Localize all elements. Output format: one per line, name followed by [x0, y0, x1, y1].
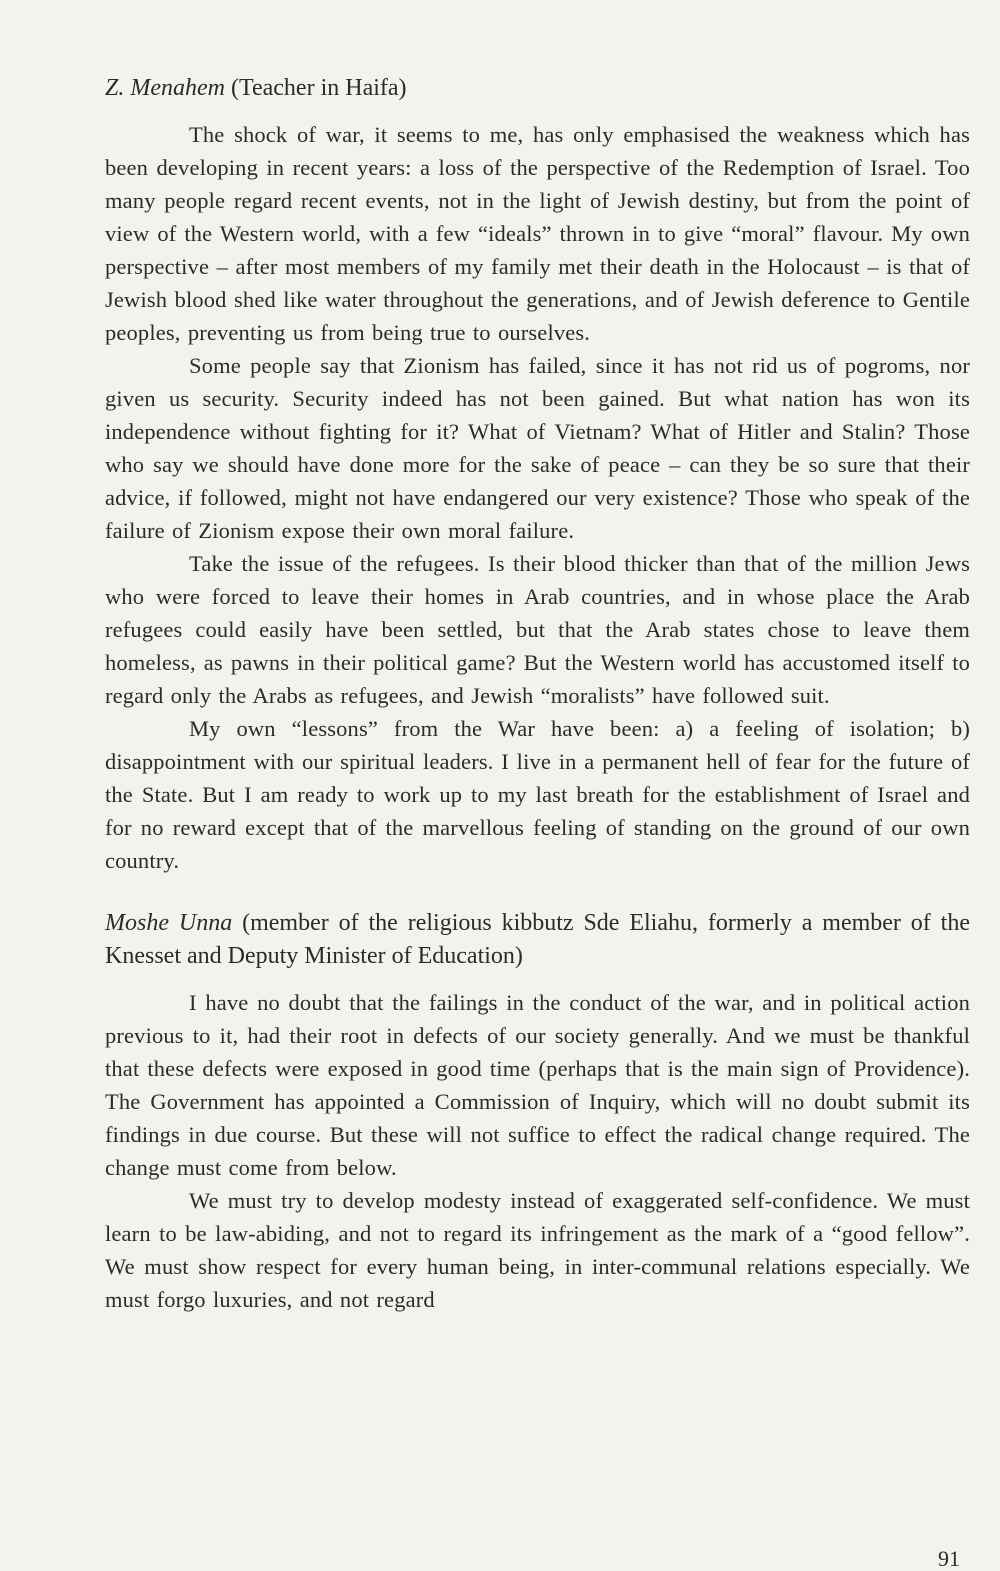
paragraph: My own “lessons” from the War have been: a) a feeling of isolation; b) disappointment with our spiritual leaders. I live in a permanent hell of fear for the future of the State. But I am ready to work up to my last breath for the establishment of Israel and for no reward except that of the marvellous feeling of standing on the ground of our own country.: [105, 716, 970, 873]
paragraph: I have no doubt that the failings in the conduct of the war, and in political action previous to it, had their root in defects of our society generally. And we must be thankful that these defects were exposed in good time (perhaps that is the main sign of Providence). The Government has appointed a Commission of Inquiry, which will no doubt submit its findings in due course. But these will not suffice to effect the radical change required. The change must come from below.: [105, 990, 970, 1180]
author-role: (member of the religious kibbutz Sde Eliahu, formerly a member of the Knesset and Deputy Minister of Education): [105, 910, 971, 969]
page-number: 91: [938, 1546, 960, 1571]
paragraph: We must try to develop modesty instead of exaggerated self-confidence. We must learn to be law-abiding, and not to regard its infringement as the mark of a “good fellow”. We must show respect for every human being, in inter-communal relations especially. We must forgo luxuries, and not regard: [105, 1188, 970, 1312]
paragraph: Take the issue of the refugees. Is their blood thicker than that of the million Jews who were forced to leave their homes in Arab countries, and in whose place the Arab refugees could easily have been settled, but that the Arab states chose to leave them homeless, as pawns in their political game? But the Western world has accustomed itself to regard only the Arabs as refugees, and Jewish “moralists” have followed suit.: [105, 551, 970, 708]
author-name: Z. Menahem: [105, 75, 225, 101]
contributor-heading: [105, 72, 970, 105]
author-role: (Teacher in Haifa): [230, 75, 407, 101]
paragraph: Some people say that Zionism has failed, since it has not rid us of pogroms, nor given us security. Security indeed has not been gained. But what nation has won its independence without fighting for it? What of Vietnam? What of Hitler and Stalin? Those who say we should have done more for the sake of peace – can they be so sure that their advice, if followed, might not have endangered our very existence? Those who speak of the failure of Zionism expose their own moral failure.: [105, 353, 970, 543]
paragraph: The shock of war, it seems to me, has only emphasised the weakness which has been developing in recent years: a loss of the perspective of the Redemption of Israel. Too many people regard recent events, not in the light of Jewish destiny, but from the point of view of the Western world, with a few “ideals” thrown in to give “moral” flavour. My own perspective – after most members of my family met their death in the Holocaust – is that of Jewish blood shed like water throughout the generations, and of Jewish deference to Gentile peoples, preventing us from being true to ourselves.: [105, 122, 970, 345]
contribution-menahem: [105, 72, 970, 877]
contributor-heading: [105, 907, 970, 973]
author-name: Moshe Unna: [105, 910, 233, 936]
contribution-unna: [105, 907, 970, 1316]
